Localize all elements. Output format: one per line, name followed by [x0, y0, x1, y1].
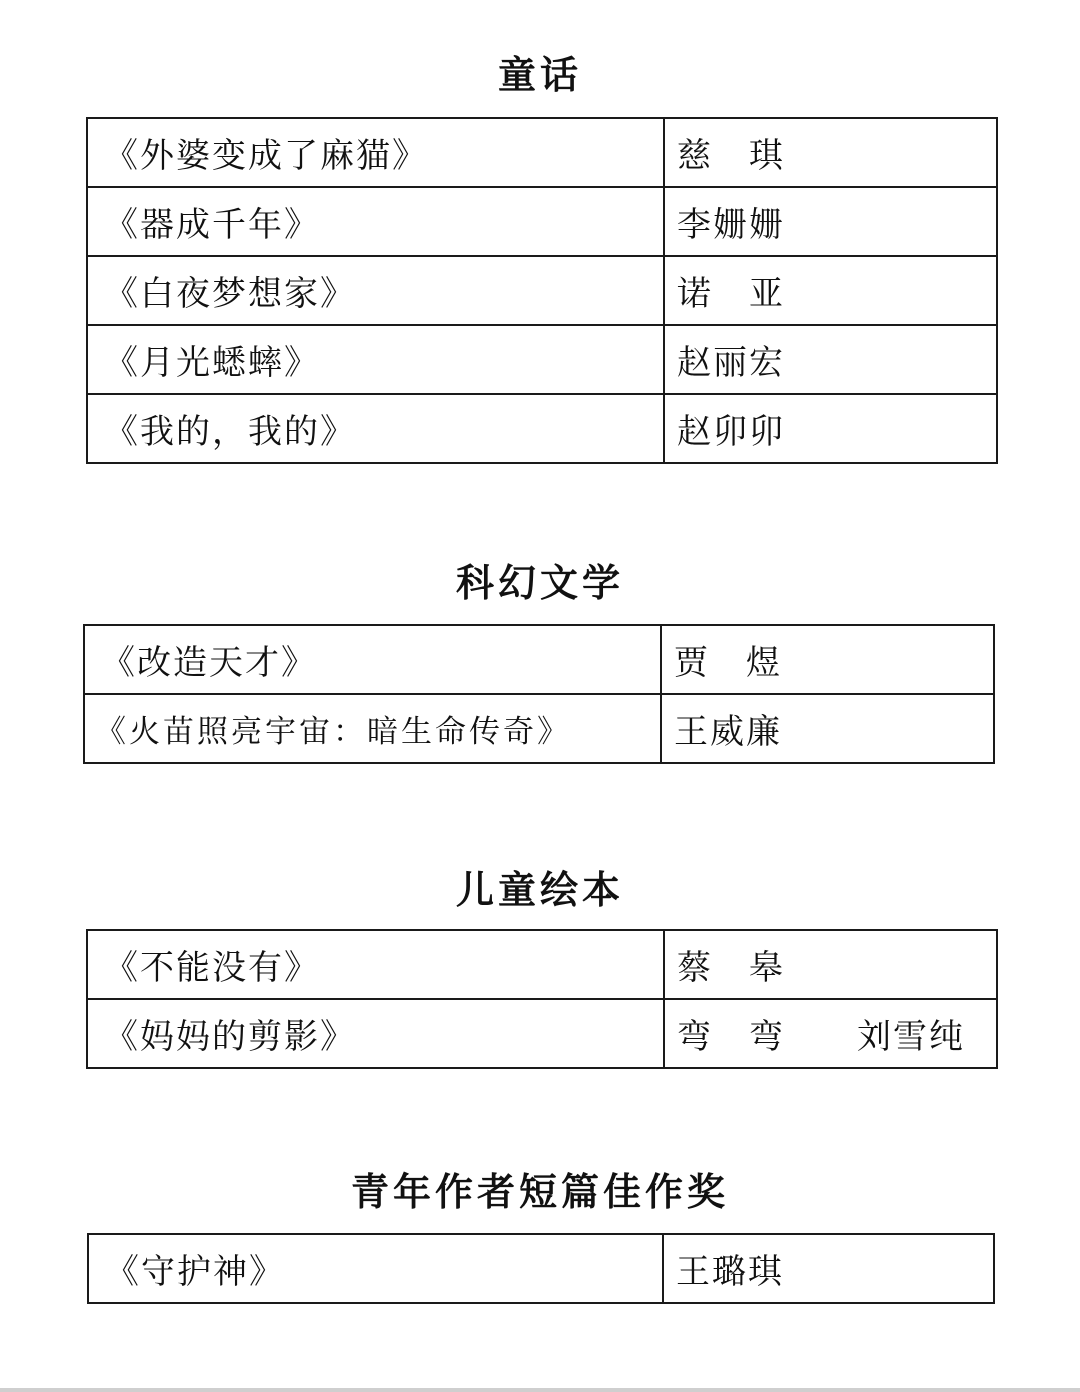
author-name: 贾 煜	[661, 625, 994, 694]
work-title: 《月光蟋蟀》	[87, 325, 664, 394]
author-name: 弯 弯 刘雪纯	[664, 999, 997, 1068]
author-name: 赵卯卯	[664, 394, 997, 463]
work-title: 《器成千年》	[87, 187, 664, 256]
table-row	[84, 694, 994, 763]
author-name: 蔡 皋	[664, 930, 997, 999]
table-row	[84, 625, 994, 694]
award-table-picture-books	[86, 929, 998, 1069]
section-title-science-fiction: 科幻文学	[455, 561, 624, 605]
section-title-fairy-tale: 童话	[497, 53, 582, 97]
author-name: 赵丽宏	[664, 325, 997, 394]
table-row	[87, 187, 997, 256]
work-title: 《白夜梦想家》	[87, 256, 664, 325]
work-title: 《火苗照亮宇宙：暗生命传奇》	[84, 694, 661, 763]
work-title: 《我的，我的》	[87, 394, 664, 463]
table-row	[88, 1234, 994, 1303]
table-row	[87, 118, 997, 187]
author-name: 李姗姗	[664, 187, 997, 256]
work-title: 《不能没有》	[87, 930, 664, 999]
table-row	[87, 999, 997, 1068]
author-name: 慈 琪	[664, 118, 997, 187]
section-title-picture-books: 儿童绘本	[455, 868, 624, 912]
author-name: 诺 亚	[664, 256, 997, 325]
table-row	[87, 325, 997, 394]
work-title: 《外婆变成了麻猫》	[87, 118, 664, 187]
bottom-divider	[0, 1388, 1080, 1392]
section-title-young-author-award: 青年作者短篇佳作奖	[350, 1170, 729, 1214]
table-row	[87, 930, 997, 999]
work-title: 《改造天才》	[84, 625, 661, 694]
work-title: 《守护神》	[88, 1234, 663, 1303]
award-table-young-author-award	[87, 1233, 995, 1304]
author-name: 王威廉	[661, 694, 994, 763]
author-name: 王璐琪	[663, 1234, 994, 1303]
table-row	[87, 256, 997, 325]
award-table-fairy-tale	[86, 117, 998, 464]
work-title: 《妈妈的剪影》	[87, 999, 664, 1068]
award-table-science-fiction	[83, 624, 995, 764]
table-row	[87, 394, 997, 463]
